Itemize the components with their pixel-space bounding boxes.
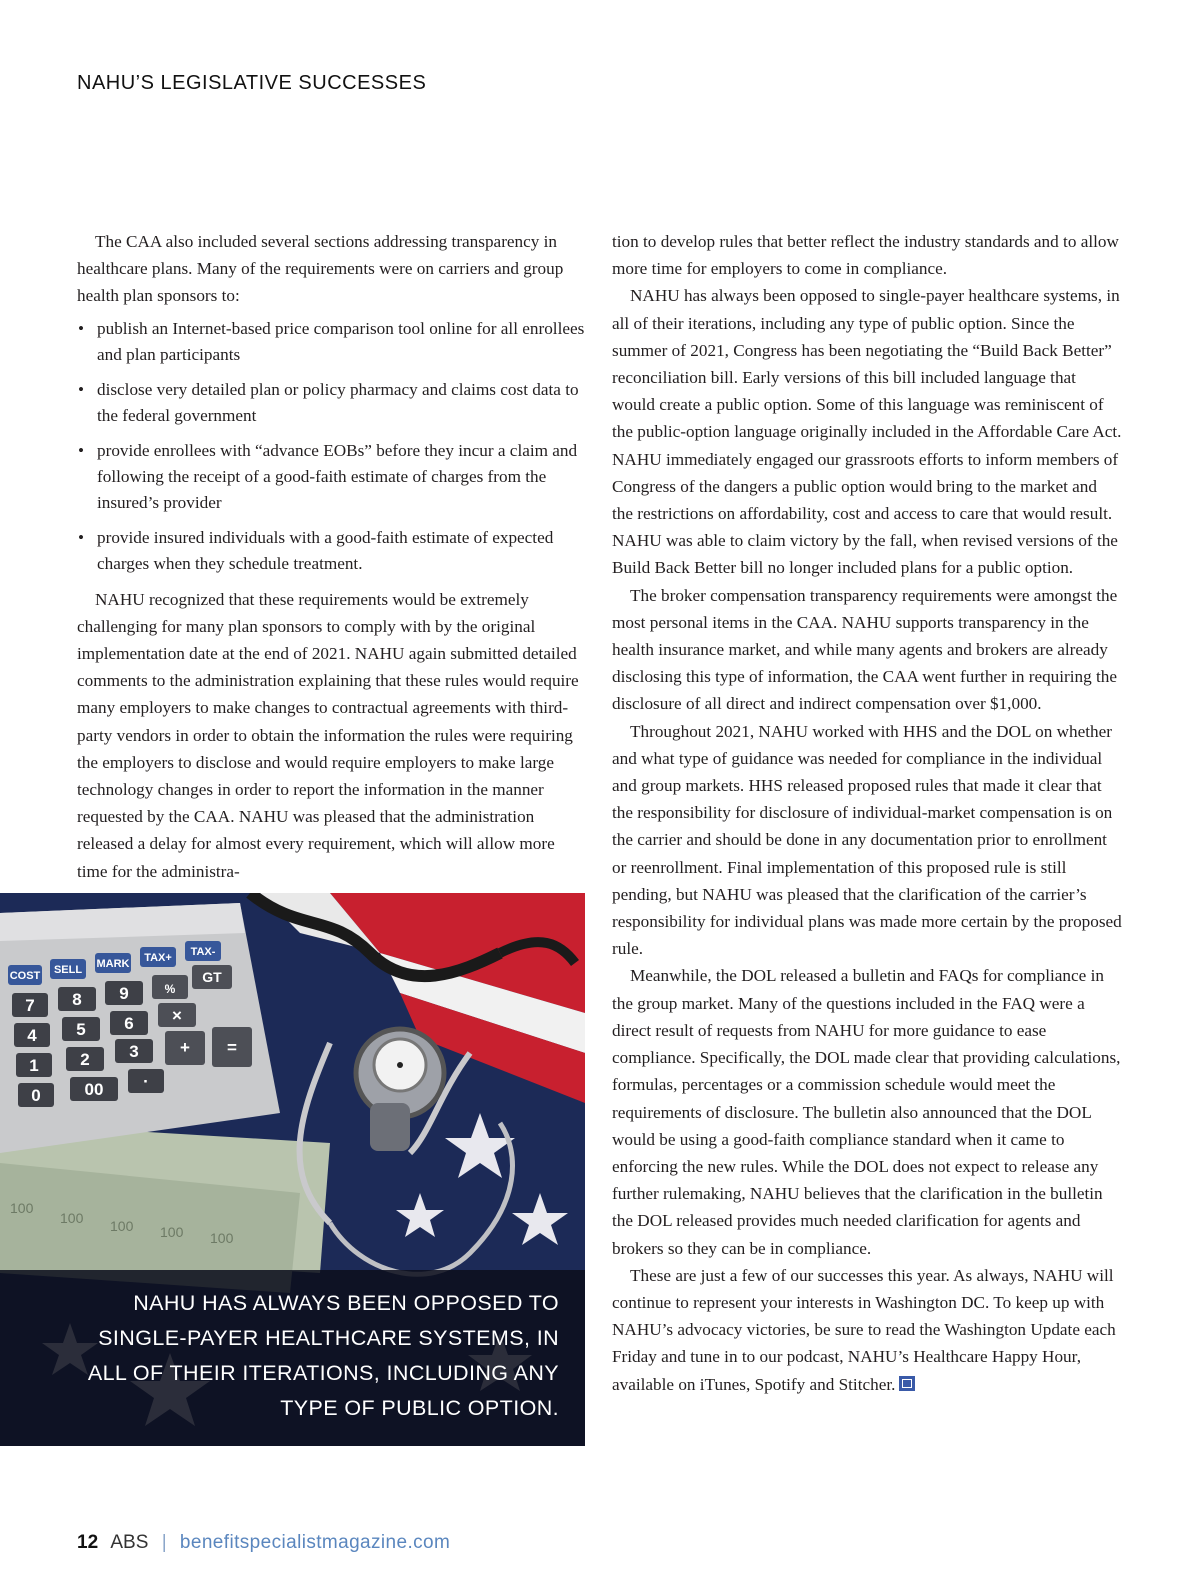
body-paragraph: The broker compensation transparency requirements were amongst the most personal items in the CAA. NAHU supports transparency in the health insurance market, and while many agents and brokers are already disclosing this type of information, the CAA went further in requiring the disclosure of all direct and indirect compensation over $1,000. — [612, 585, 1118, 714]
page-footer — [77, 1532, 450, 1554]
calculator-key: COST — [9, 970, 41, 982]
pull-quote-line: SINGLE-PAYER HEALTHCARE SYSTEMS, IN — [98, 1326, 559, 1350]
calculator-key: 7 — [25, 996, 35, 1015]
calculator-key: TAX- — [190, 946, 216, 958]
calculator-key: 0 — [31, 1086, 41, 1105]
calculator-key: SELL — [53, 964, 83, 976]
pull-quote-line: ALL OF THEIR ITERATIONS, INCLUDING ANY — [87, 1361, 559, 1385]
calculator-key: % — [164, 982, 176, 996]
calculator-key: 8 — [72, 990, 82, 1009]
body-paragraph: NAHU recognized that these requirements would be extremely challenging for many plan sponsors to comply with by the original implementation date at the end of 2021. NAHU again submitted detailed comments to the administration explaining that these rules would require many employers to make changes to contractual agreements with third-party vendors in order to obtain the information the rules were requiring the employers to disclose and would require employers to make large technology changes in order to report the information in the manner requested by the CAA. NAHU was pleased that the administration released a delay for almost every requirement, which will allow more time for the administra- — [77, 589, 579, 881]
calculator-key: GT — [202, 969, 222, 985]
calculator-key: 2 — [80, 1050, 90, 1069]
requirements-list — [77, 316, 585, 577]
intro-paragraph: The CAA also included several sections addressing transparency in healthcare plans. Many of the requirements were on carriers and group health plan sponsors to: — [77, 232, 564, 306]
calculator-key: 6 — [124, 1014, 134, 1033]
calculator-key: · — [143, 1072, 149, 1091]
body-paragraph: Throughout 2021, NAHU worked with HHS and the DOL on whether and what type of guidance was needed for compliance in the individual and group markets. HHS released proposed rules that made it clear that the responsibility for disclosure of individual-market compensation is on the carrier and should be done in any documentation prior to enrollment or reenrollment. Final implementation of this proposed rule is still pending, but NAHU was pleased that the clarification of the carrier’s responsibility for individual plans was made more certain by the proposed rule. — [612, 721, 1122, 959]
bill-label: 100 — [110, 1218, 134, 1234]
calculator-key: MARK — [96, 958, 130, 970]
end-of-article-icon — [899, 1376, 915, 1391]
left-column — [77, 228, 585, 885]
bill-label: 100 — [10, 1200, 34, 1216]
calculator-key: 5 — [76, 1020, 86, 1039]
website-link[interactable]: benefitspecialistmagazine.com — [179, 1532, 451, 1553]
calculator-key: × — [172, 1006, 182, 1025]
pull-quote — [0, 1270, 585, 1446]
cash-bills — [0, 1123, 330, 1293]
list-item: • provide insured individuals with a good-faith estimate of expected charges when they schedule treatment. — [77, 525, 585, 577]
calculator-key: 4 — [27, 1026, 37, 1045]
publication-name: ABS — [110, 1532, 149, 1553]
calculator-key: 00 — [84, 1080, 104, 1099]
pull-quote-line: TYPE OF PUBLIC OPTION. — [280, 1396, 559, 1420]
body-paragraph: tion to develop rules that better reflect the industry standards and to allow more time for employers to come in compliance. — [612, 232, 1119, 279]
calculator-key: = — [227, 1038, 237, 1057]
list-item: • disclose very detailed plan or policy pharmacy and claims cost data to the federal government — [77, 377, 585, 429]
closing-text: These are just a few of our successes this year. As always, NAHU will continue to represent your interests in Washington DC. To keep up with NAHU’s advocacy victories, be sure to read the Washington Update each Friday and tune in to our podcast, NAHU’s Healthcare Happy Hour, available on iTunes, Spotify and Stitcher. — [612, 1265, 1116, 1394]
list-item: • provide enrollees with “advance EOBs” before they incur a claim and following the receipt of a good-faith estimate of charges from the insured’s provider — [77, 438, 585, 516]
calculator-key: 3 — [129, 1042, 139, 1061]
list-item: • publish an Internet-based price comparison tool online for all enrollees and plan participants — [77, 316, 585, 368]
calculator-key: TAX+ — [144, 952, 172, 964]
footer-separator: | — [161, 1532, 167, 1553]
page-number: 12 — [77, 1532, 99, 1553]
bill-label: 100 — [210, 1230, 234, 1246]
closing-paragraph — [612, 1262, 1122, 1398]
calculator — [0, 903, 280, 1153]
section-label: NAHU’S LEGISLATIVE SUCCESSES — [77, 72, 427, 94]
calculator-key: 1 — [29, 1056, 39, 1075]
body-paragraph: NAHU has always been opposed to single-payer healthcare systems, in all of their iterations, including any type of public option. Since the summer of 2021, Congress has been negotiating the “Build Back Better” reconciliation bill. Early versions of this bill included language that would create a public option. Some of this language was reminiscent of the public-option language originally included in the Affordable Care Act. NAHU immediately engaged our grassroots efforts to inform members of Congress of the dangers a public option would bring to the market and the restrictions on affordability, cost and access to care that would result. NAHU was able to claim victory by the fall, when revised versions of the Build Back Better bill no longer included plans for a public option. — [612, 286, 1122, 578]
pull-quote-line: NAHU HAS ALWAYS BEEN OPPOSED TO — [133, 1291, 559, 1315]
bill-label: 100 — [160, 1224, 184, 1240]
bill-label: 100 — [60, 1210, 84, 1226]
calculator-key: + — [180, 1038, 190, 1057]
calculator-key: 9 — [119, 984, 129, 1003]
right-column — [612, 228, 1122, 1398]
body-paragraph: Meanwhile, the DOL released a bulletin and FAQs for compliance in the group market. Many of the questions included in the FAQ were a direct result of requests from NAHU for more guidance to ease compliance. Specifically, the DOL made clear that providing calculations, formulas, percentages or a commission schedule would meet the requirements of disclosure. The bulletin also announced that the DOL would be using a good-faith compliance standard when it came to enforcing the new rules. While the DOL does not expect to release any further rulemaking, NAHU believes that the clarification in the bulletin the DOL released provides much needed clarification for agents and brokers so they can be in compliance. — [612, 966, 1121, 1258]
